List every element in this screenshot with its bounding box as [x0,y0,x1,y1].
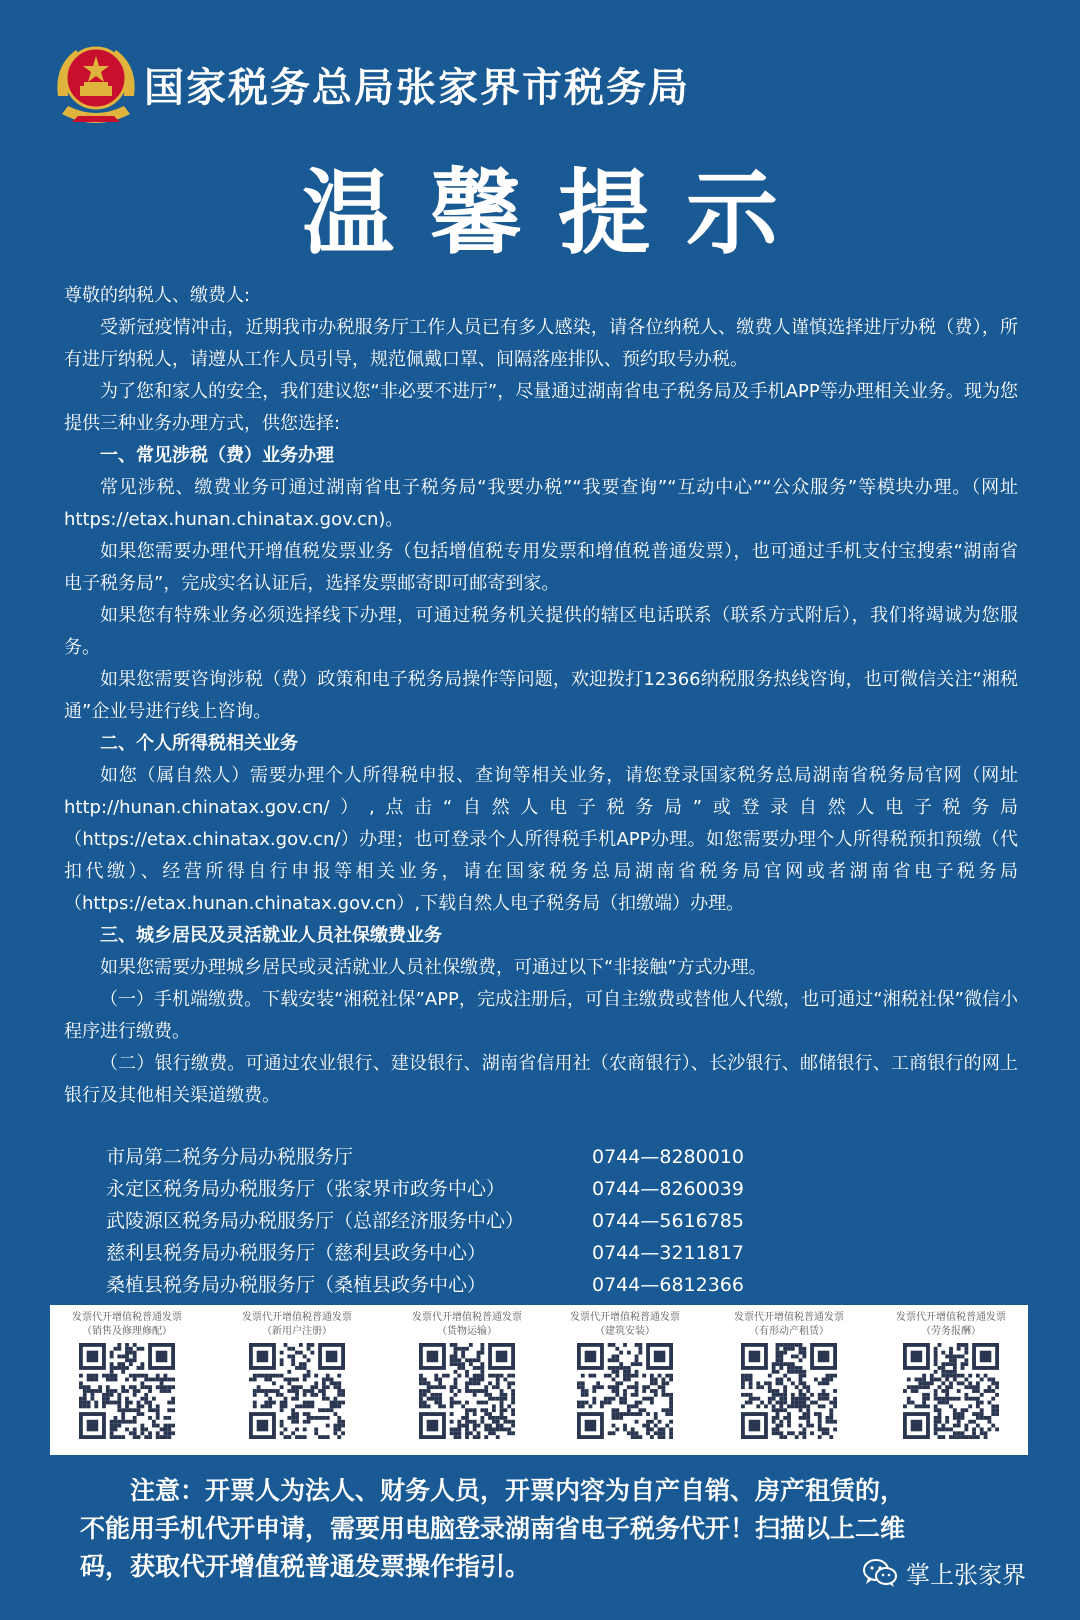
page-title: 温馨提示 [301,160,814,267]
contact-name: 慈利县税务局办税服务厅（慈利县政务中心） [106,1242,487,1264]
qr-code-icon[interactable] [577,1343,673,1439]
qr-subtitle: （货物运输） [437,1326,497,1337]
contact-row [106,1173,806,1205]
notice-line: 注意：开票人为法人、财务人员，开票内容为自产自销、房产租赁的， [130,1476,906,1505]
qr-item [550,1311,700,1439]
section-heading: 一、常见涉税（费）业务办理 [100,445,334,466]
qr-subtitle: （劳务报酬） [921,1326,981,1337]
contact-name: 永定区税务局办税服务厅（张家界市政务中心） [106,1178,506,1200]
qr-title: 发票代开增值税普通发票 [570,1312,680,1323]
paragraph: 如果您有特殊业务必须选择线下办理，可通过税务机关提供的辖区电话联系（联系方式附后），我们将竭诚为您服务。 [64,605,1018,658]
contact-name: 武陵源区税务局办税服务厅（总部经济服务中心） [106,1210,525,1232]
qr-code-icon[interactable] [79,1343,175,1439]
qr-code-strip [50,1305,1028,1455]
qr-code-icon[interactable] [903,1343,999,1439]
qr-code-icon[interactable] [741,1343,837,1439]
qr-title: 发票代开增值税普通发票 [734,1312,844,1323]
qr-code-icon[interactable] [419,1343,515,1439]
qr-subtitle: （有形动产租赁） [749,1326,829,1337]
contact-phone: 0744—5616785 [592,1210,744,1232]
notice-line: 不能用手机代开申请，需要用电脑登录湖南省电子税务代开！扫描以上二维 [80,1514,906,1543]
qr-code-icon[interactable] [249,1343,345,1439]
contact-phone: 0744—6812366 [592,1274,744,1296]
qr-subtitle: （销售及修理修配） [82,1326,172,1337]
org-name: 国家税务总局张家界市税务局 [144,65,690,111]
contact-phone: 0744—3211817 [592,1242,744,1264]
paragraph: 常见涉税、缴费业务可通过湖南省电子税务局“我要办税”“我要查询”“互动中心”“公众服务”等模块办理。（网址https://etax.hunan.chinatax.gov.cn)。 [64,477,1018,530]
greeting: 尊敬的纳税人、缴费人: [64,285,251,306]
watermark-text: 掌上张家界 [906,1561,1026,1589]
contact-list [106,1141,806,1301]
qr-title: 发票代开增值税普通发票 [242,1312,352,1323]
contact-name: 桑植县税务局办税服务厅（桑植县政务中心） [106,1274,487,1296]
paragraph: 如您（属自然人）需要办理个人所得税申报、查询等相关业务，请您登录国家税务总局湖南省税务局官网（网址http://hunan.chinatax.gov.cn/）,点击“自然人电子税务局”或登录自然人电子税务局（https://etax.chinatax.gov.cn/）办理；也可登录个人所得税手机APP办理。如您需要办理个人所得税预扣预缴（代扣代缴）、经营所得自行申报等相关业务，请在国家税务总局湖南省税务局官网或者湖南省电子税务局（https://etax.hunan.chinatax.gov.cn）,下载自然人电子税务局（扣缴端）办理。 [64,765,1018,914]
wechat-watermark [862,1555,1026,1590]
contact-row [106,1141,806,1173]
qr-item [222,1311,372,1439]
section-heading: 二、个人所得税相关业务 [100,733,298,754]
tax-emblem-icon [52,36,140,128]
paragraph: 如果您需要咨询涉税（费）政策和电子税务局操作等问题，欢迎拨打12366纳税服务热线咨询，也可微信关注“湘税通”企业号进行线上咨询。 [64,669,1018,722]
qr-item [52,1311,202,1439]
paragraph: 为了您和家人的安全，我们建议您“非必要不进厅”，尽量通过湖南省电子税务局及手机APP等办理相关业务。现为您提供三种业务办理方式，供您选择: [64,381,1018,434]
paragraph: 如果您需要办理城乡居民或灵活就业人员社保缴费，可通过以下“非接触”方式办理。 [100,957,767,978]
qr-subtitle: （建筑安装） [595,1326,655,1337]
paragraph: 受新冠疫情冲击，近期我市办税服务厅工作人员已有多人感染，请各位纳税人、缴费人谨慎选择进厅办税（费），所有进厅纳税人，请遵从工作人员引导，规范佩戴口罩、间隔落座排队、预约取号办税。 [64,317,1018,370]
notice-line: 码，获取代开增值税普通发票操作指引。 [80,1552,531,1581]
qr-title: 发票代开增值税普通发票 [72,1312,182,1323]
qr-item [876,1311,1026,1439]
qr-item [714,1311,864,1439]
qr-title: 发票代开增值税普通发票 [412,1312,522,1323]
contact-phone: 0744—8280010 [592,1146,744,1168]
qr-subtitle: （新用户注册） [262,1326,332,1337]
qr-title: 发票代开增值税普通发票 [896,1312,1006,1323]
contact-row [106,1237,806,1269]
paragraph: （二）银行缴费。可通过农业银行、建设银行、湖南省信用社（农商银行）、长沙银行、邮储银行、工商银行的网上银行及其他相关渠道缴费。 [64,1053,1018,1106]
contact-row [106,1205,806,1237]
wechat-icon [862,1558,898,1588]
notice-body [64,280,1018,1112]
paragraph: （一）手机端缴费。下载安装“湘税社保”APP，完成注册后，可自主缴费或替他人代缴，也可通过“湘税社保”微信小程序进行缴费。 [64,989,1018,1042]
paragraph: 如果您需要办理代开增值税发票业务（包括增值税专用发票和增值税普通发票），也可通过手机支付宝搜索“湖南省电子税务局”，完成实名认证后，选择发票邮寄即可邮寄到家。 [64,541,1018,594]
qr-item [392,1311,542,1439]
contact-name: 市局第二税务分局办税服务厅 [106,1146,354,1168]
contact-row [106,1269,806,1301]
contact-phone: 0744—8260039 [592,1178,744,1200]
header [52,36,1052,136]
section-heading: 三、城乡居民及灵活就业人员社保缴费业务 [100,925,442,946]
